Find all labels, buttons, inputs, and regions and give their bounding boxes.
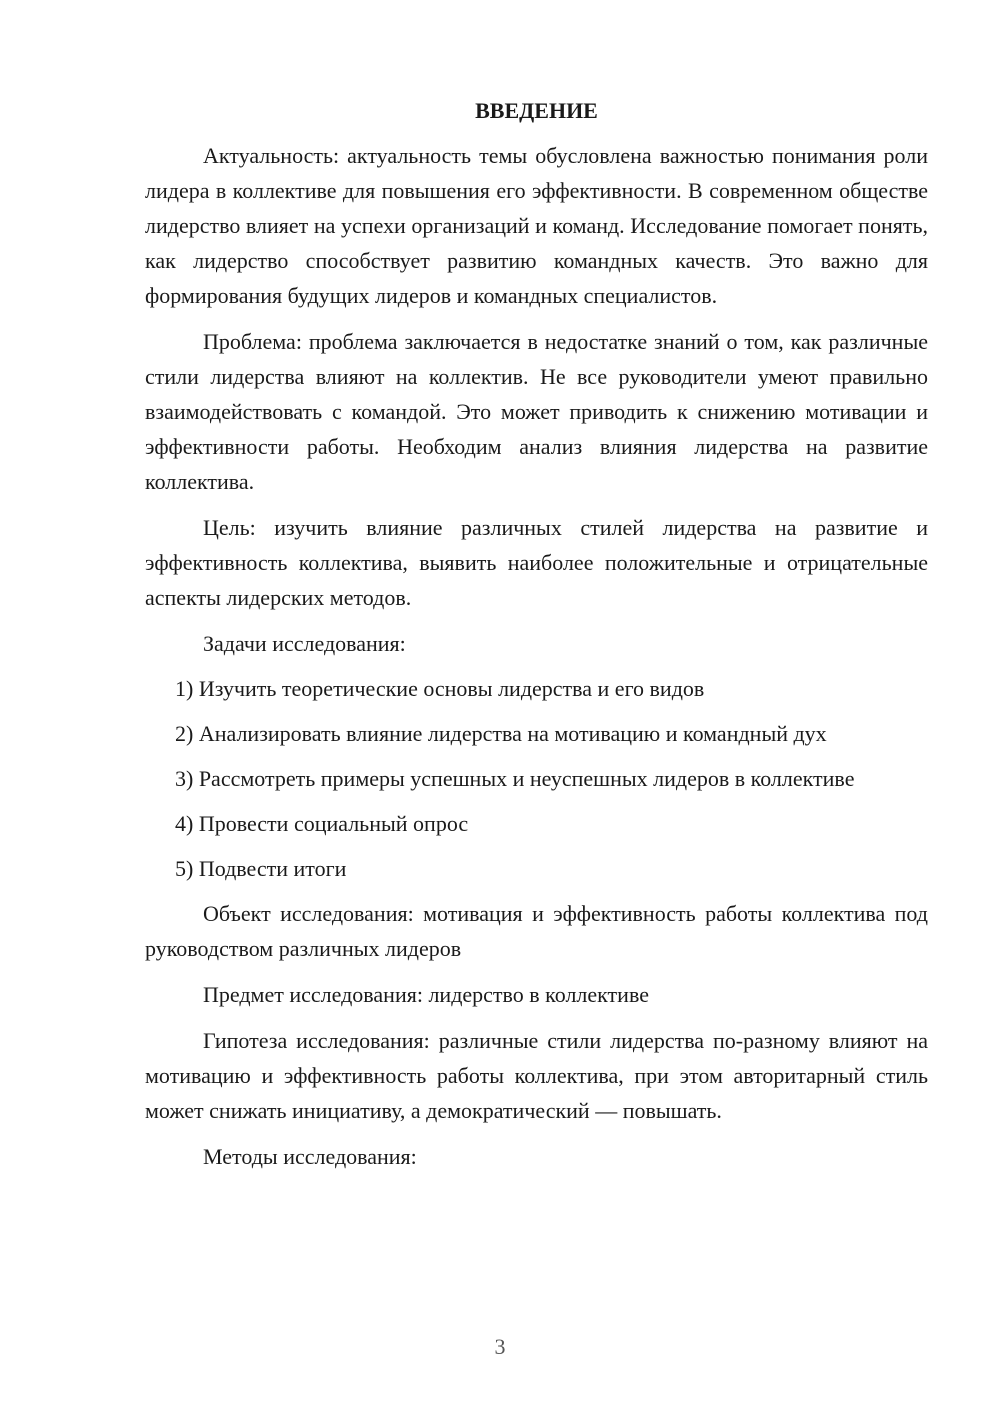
methods-heading: Методы исследования:	[203, 1144, 417, 1169]
task-item-4: 4) Провести социальный опрос	[175, 811, 469, 836]
subject-paragraph: Предмет исследования: лидерство в коллективе	[203, 982, 649, 1007]
relevance-paragraph: Актуальность: актуальность темы обусловлена важностью понимания роли лидера в коллективе для повышения его эффективности. В современном обществе лидерство влияет на успехи организаций и команд. Исследование помогает понять, как лидерство способствует развитию командных качеств. Это важно для формирования будущих лидеров и командных специалистов.	[145, 143, 928, 308]
page-number: 3	[494, 1334, 506, 1359]
task-item-3: 3) Рассмотреть примеры успешных и неуспешных лидеров в коллективе	[175, 766, 855, 791]
tasks-heading: Задачи исследования:	[203, 631, 406, 656]
document-page	[145, 96, 928, 1185]
object-paragraph: Объект исследования: мотивация и эффективность работы коллектива под руководством различных лидеров	[145, 901, 928, 961]
goal-paragraph: Цель: изучить влияние различных стилей лидерства на развитие и эффективность коллектива, выявить наиболее положительные и отрицательные аспекты лидерских методов.	[145, 515, 928, 610]
problem-paragraph: Проблема: проблема заключается в недостатке знаний о том, как различные стили лидерства влияют на коллектив. Не все руководители умеют правильно взаимодействовать с командой. Это может приводить к снижению мотивации и эффективности работы. Необходим анализ влияния лидерства на развитие коллектива.	[145, 329, 928, 494]
page-title: ВВЕДЕНИЕ	[475, 98, 598, 123]
task-item-5: 5) Подвести итоги	[175, 856, 347, 881]
task-item-1: 1) Изучить теоретические основы лидерства и его видов	[175, 676, 705, 701]
task-item-2: 2) Анализировать влияние лидерства на мотивацию и командный дух	[175, 721, 827, 746]
hypothesis-paragraph: Гипотеза исследования: различные стили лидерства по-разному влияют на мотивацию и эффективность работы коллектива, при этом авторитарный стиль может снижать инициативу, а демократический — повышать.	[145, 1028, 928, 1123]
